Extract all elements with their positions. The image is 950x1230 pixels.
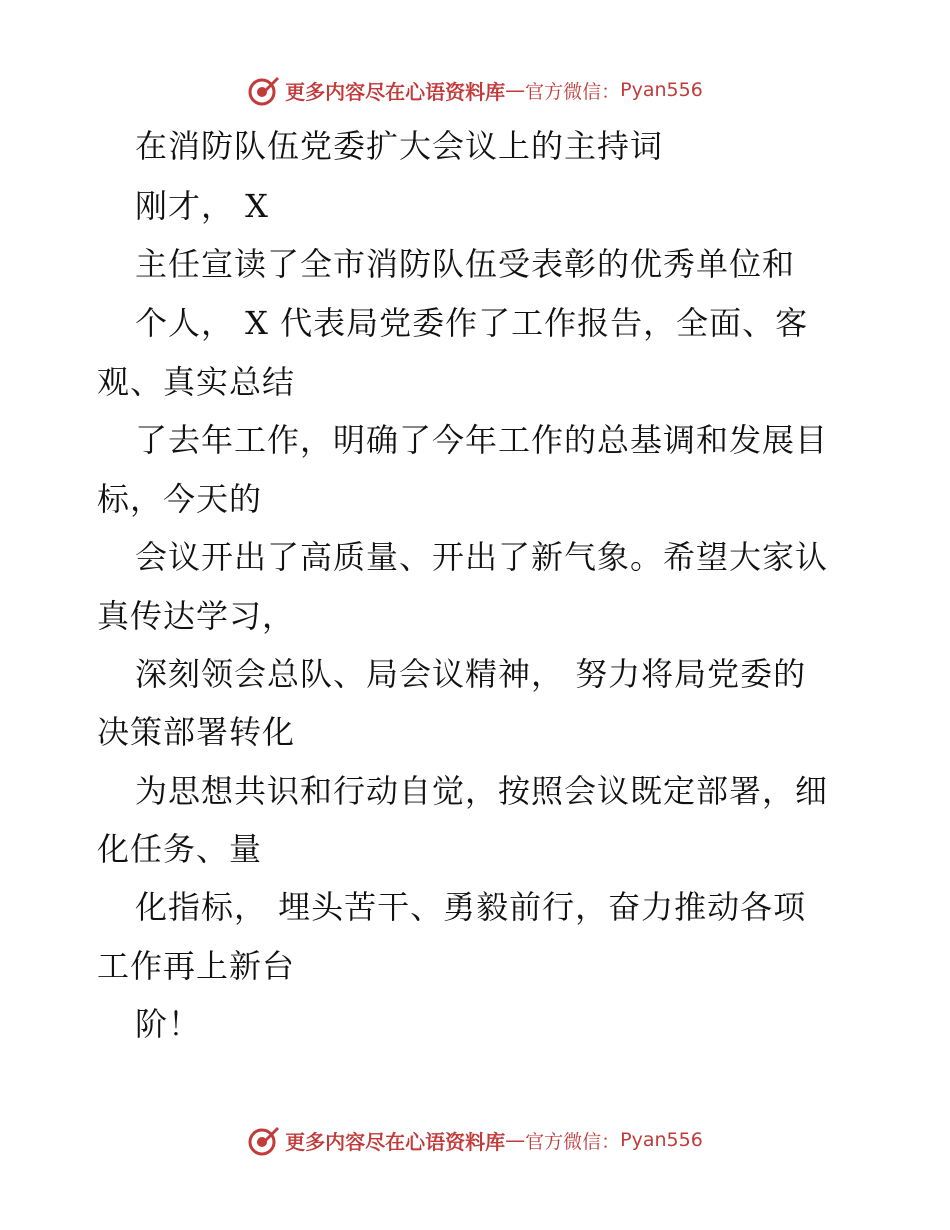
text-line: 深刻领会总队、局会议精神， 努力将局党委的 — [135, 655, 807, 693]
pen-logo-icon — [247, 1123, 281, 1157]
text-line: 观、真实总结 — [97, 363, 296, 401]
text-line: 决策部署转化 — [97, 713, 296, 751]
text-line: 化任务、量 — [97, 830, 263, 868]
wechat-label: 官方微信： — [525, 1130, 621, 1153]
text-line: 标，今天的 — [97, 480, 263, 518]
wechat-label: 官方微信： — [525, 80, 621, 103]
text-line: 会议开出了高质量、开出了新气象。希望大家认 — [135, 538, 829, 576]
banner-text: 更多内容尽在心语资料库 — [285, 1129, 506, 1154]
text-line: 了去年工作，明确了今年工作的总基调和发展目 — [135, 421, 829, 459]
text-line: 工作再上新台 — [97, 947, 296, 985]
text-line: 化指标， 埋头苦干、勇毅前行，奋力推动各项 — [135, 888, 807, 926]
banner-dash: — — [505, 1128, 526, 1152]
pen-logo-icon — [247, 73, 281, 107]
text-line: 真传达学习， — [97, 597, 296, 635]
text-line: 阶！ — [135, 1005, 202, 1043]
footer-banner — [0, 1120, 950, 1160]
text-line: 主任宣读了全市消防队伍受表彰的优秀单位和 — [135, 245, 796, 283]
banner-dash: — — [505, 78, 526, 102]
text-line: 个人， X 代表局党委作了工作报告，全面、客 — [135, 304, 809, 342]
banner-text: 更多内容尽在心语资料库 — [285, 79, 506, 104]
wechat-id: Pyan556 — [620, 79, 703, 101]
wechat-id: Pyan556 — [620, 1129, 703, 1151]
header-banner — [0, 70, 950, 110]
text-line: 刚才， X — [135, 187, 269, 225]
text-line: 为思想共识和行动自觉，按照会议既定部署，细 — [135, 772, 829, 810]
document-title: 在消防队伍党委扩大会议上的主持词 — [135, 127, 664, 165]
